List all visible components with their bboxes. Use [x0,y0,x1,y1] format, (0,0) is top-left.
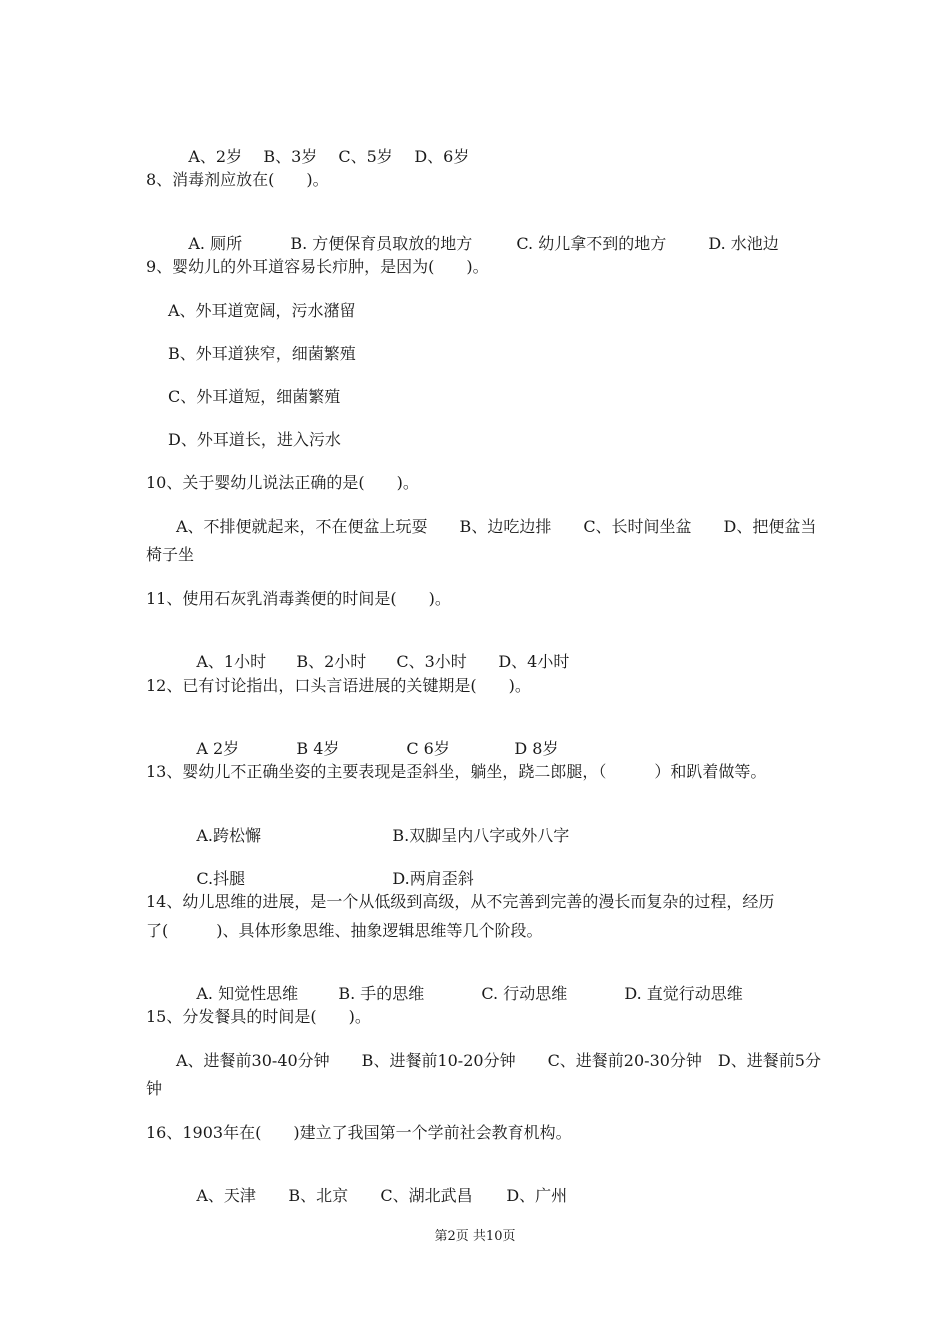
q8-option-b: B. 方便保育员取放的地方 [290,234,473,253]
q12-option-d: D 8岁 [514,739,559,758]
q13-option-a: A.跨松懈 [196,826,261,845]
q15-options-line2: 钟 [146,1079,163,1098]
page-number: 第2页 共10页 [434,1229,516,1244]
q8-option-c: C. 幼儿拿不到的地方 [516,234,667,253]
q10-options-line1: A、不排便就起来，不在便盆上玩耍 B、边吃边排 C、长时间坐盆 D、把便盆当 [176,517,817,536]
q15-stem: 15、分发餐具的时间是( )。 [146,1007,371,1026]
q9-stem: 9、婴幼儿的外耳道容易长疖肿，是因为( )。 [146,257,489,276]
q9-option-a: A、外耳道宽阔，污水潴留 [168,301,356,320]
q13-option-c: C.抖腿 [196,869,246,888]
q12-option-b: B 4岁 [296,739,340,758]
q11-stem: 11、使用石灰乳消毒粪便的时间是( )。 [146,589,451,608]
q16-options [176,1166,567,1226]
q9-option-d: D、外耳道长，进入污水 [168,430,341,449]
q14-stem-line2: 了( )、具体形象思维、抽象逻辑思维等几个阶段。 [146,921,543,940]
q14-option-a: A. 知觉性思维 [196,984,299,1003]
q11-option-a: A、1小时 [196,652,267,671]
q8-stem: 8、消毒剂应放在( )。 [146,170,329,189]
q7-option-d: D、6岁 [414,147,470,166]
q13-stem: 13、婴幼儿不正确坐姿的主要表现是歪斜坐，躺坐，跷二郎腿，（ ）和趴着做等。 [146,762,767,781]
q11-option-d: D、4小时 [498,652,570,671]
q12-stem: 12、已有讨论指出，口头言语进展的关键期是( )。 [146,676,531,695]
q11-option-b: B、2小时 [296,652,367,671]
q7-option-a: A、2岁 [188,147,243,166]
q10-stem: 10、关于婴幼儿说法正确的是( )。 [146,473,419,492]
q16-option-a: A、天津 [196,1186,256,1205]
q12-option-c: C 6岁 [406,739,450,758]
q13-option-b: B.双脚呈内八字或外八字 [392,826,570,845]
q14-stem-line1: 14、幼儿思维的进展，是一个从低级到高级，从不完善到完善的漫长而复杂的过程，经历 [146,892,775,911]
q11-option-c: C、3小时 [396,652,467,671]
q7-option-c: C、5岁 [338,147,393,166]
q12-option-a: A 2岁 [196,739,240,758]
q16-option-b: B、北京 [288,1186,349,1205]
q13-option-d: D.两肩歪斜 [392,869,474,888]
q8-option-d: D. 水池边 [708,234,779,253]
q7-option-b: B、3岁 [263,147,318,166]
q14-option-b: B. 手的思维 [338,984,425,1003]
q8-option-a: A. 厕所 [188,234,243,253]
q16-option-c: C、湖北武昌 [380,1186,473,1205]
q16-option-d: D、广州 [506,1186,568,1205]
q9-option-b: B、外耳道狭窄，细菌繁殖 [168,344,356,363]
q14-option-c: C. 行动思维 [481,984,568,1003]
q16-stem: 16、1903年在( )建立了我国第一个学前社会教育机构。 [146,1123,572,1142]
q9-option-c: C、外耳道短，细菌繁殖 [168,387,341,406]
q14-option-d: D. 直觉行动思维 [624,984,743,1003]
q10-options-line2: 椅子坐 [146,545,195,564]
q15-options-line1: A、进餐前30-40分钟 B、进餐前10-20分钟 C、进餐前20-30分钟 D、进餐前5分 [176,1051,821,1070]
